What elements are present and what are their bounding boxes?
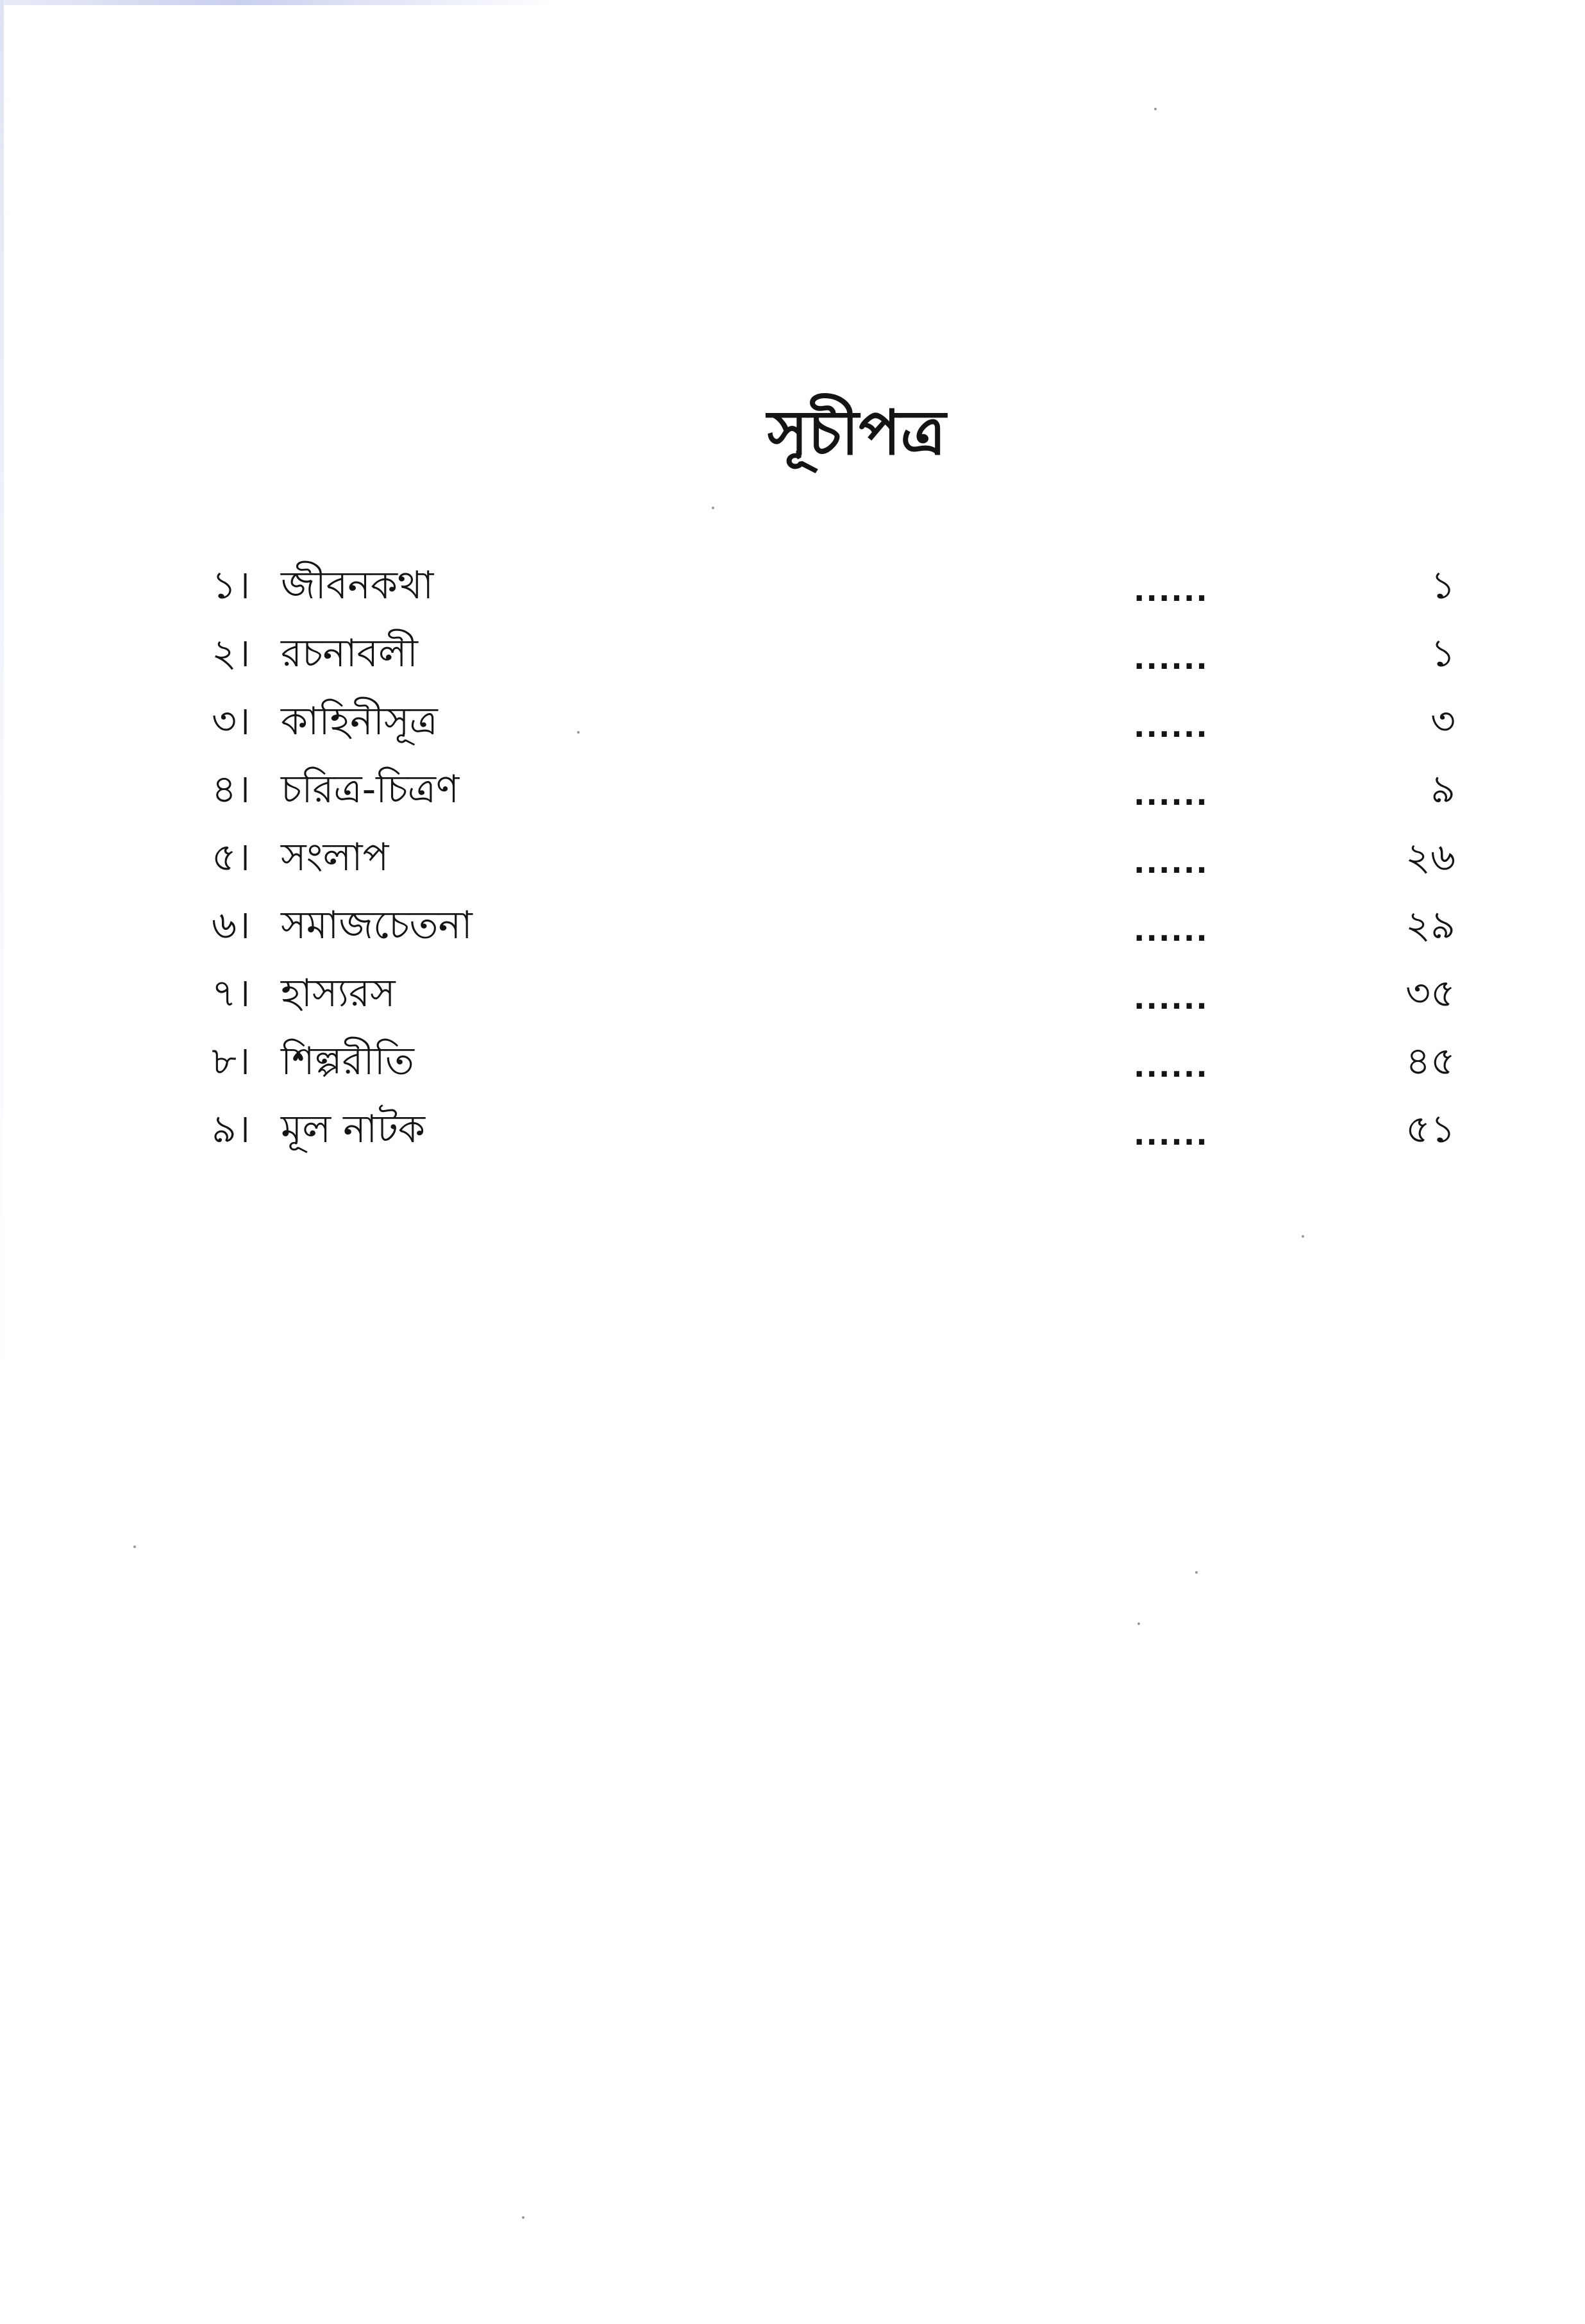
dot-leader: ...... [1134, 1049, 1209, 1084]
page-number: ৯ [1430, 767, 1455, 812]
scan-speck [522, 2216, 524, 2219]
scan-edge-top [0, 0, 1585, 5]
entry-title: সমাজচেতনা [281, 903, 473, 948]
entry-title: জীবনকথা [281, 563, 434, 608]
scan-speck [577, 731, 580, 734]
page-number: ১ [1430, 563, 1455, 608]
page-number: ২৬ [1405, 835, 1455, 880]
page-number: ৩ [1430, 699, 1455, 744]
page-number: ১ [1430, 631, 1455, 676]
toc-entry [212, 1027, 1455, 1095]
page-title: সূচীপত্র [767, 397, 946, 469]
page-number: ৫১ [1405, 1107, 1455, 1152]
entry-number: ৭। [212, 971, 251, 1016]
entry-title: চরিত্র-চিত্রণ [281, 767, 460, 812]
dot-leader: ...... [1134, 573, 1209, 608]
dot-leader: ...... [1134, 709, 1209, 744]
page-number: ৪৫ [1405, 1039, 1455, 1084]
entry-number: ১। [212, 563, 251, 608]
toc-entry [212, 552, 1455, 619]
dot-leader: ...... [1134, 913, 1209, 948]
scan-speck [1137, 1622, 1140, 1625]
entry-number: ৯। [212, 1107, 251, 1152]
scan-speck [1154, 108, 1157, 110]
entry-number: ৪। [212, 767, 251, 812]
toc-entry [212, 959, 1455, 1027]
table-of-contents [212, 552, 1455, 1163]
dot-leader: ...... [1134, 845, 1209, 880]
entry-title: শিল্পরীতি [281, 1039, 414, 1084]
entry-number: ৫। [212, 835, 251, 880]
entry-number: ২। [212, 631, 251, 676]
dot-leader: ...... [1134, 1117, 1209, 1152]
entry-number: ৬। [212, 903, 251, 948]
dot-leader: ...... [1134, 777, 1209, 812]
entry-title: কাহিনীসূত্র [281, 699, 438, 744]
entry-number: ৮। [212, 1039, 251, 1084]
toc-entry [212, 619, 1455, 687]
toc-entry [212, 687, 1455, 755]
toc-entry [212, 823, 1455, 891]
scan-speck [712, 507, 714, 509]
entry-title: রচনাবলী [281, 631, 418, 676]
scan-edge-left [0, 0, 4, 2324]
entry-number: ৩। [212, 699, 251, 744]
scan-speck [133, 1545, 136, 1548]
page-number: ২৯ [1405, 903, 1455, 948]
toc-entry [212, 755, 1455, 823]
toc-entry [212, 1095, 1455, 1163]
dot-leader: ...... [1134, 981, 1209, 1016]
scan-speck [1195, 1571, 1198, 1574]
page-number: ৩৫ [1405, 971, 1455, 1016]
entry-title: মূল নাটক [281, 1107, 425, 1152]
entry-title: সংলাপ [281, 835, 389, 880]
entry-title: হাস্যরস [281, 971, 396, 1016]
dot-leader: ...... [1134, 641, 1209, 676]
scan-speck [1302, 1235, 1304, 1238]
toc-entry [212, 891, 1455, 959]
